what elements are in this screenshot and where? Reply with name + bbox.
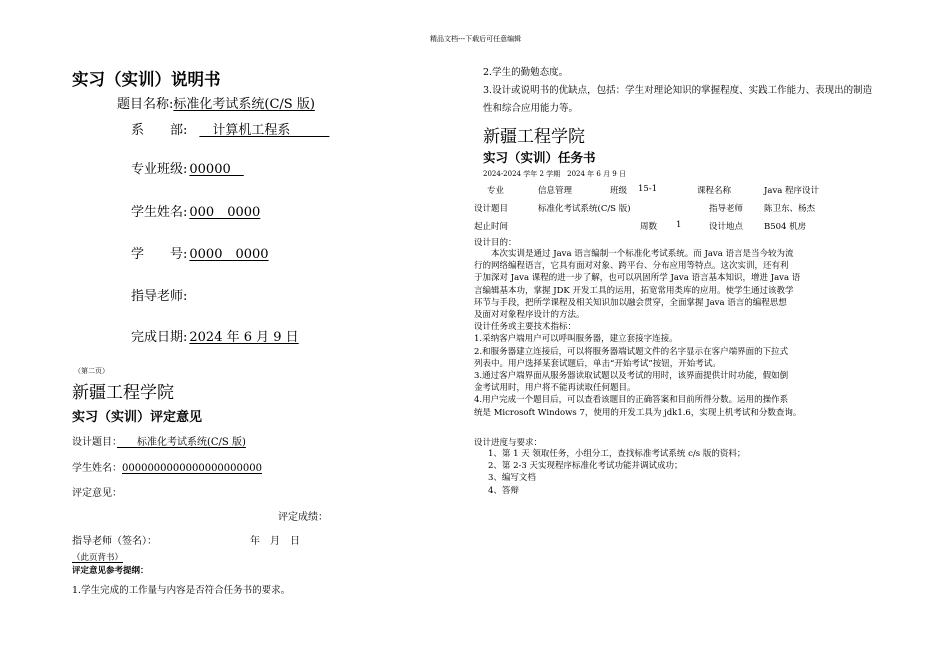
task-spec-line: 列表中。用户选择某套试题后，单击“开始考试”按钮，开始考试。 — [474, 358, 721, 369]
eval-ref-item-4: 性和综合应用能力等。 — [483, 103, 579, 114]
task-class: 15-1 — [638, 184, 658, 194]
task-major-label: 专业 — [487, 186, 505, 196]
cover-field-teacher: 指导老师: — [131, 289, 188, 304]
eval-title: 实习（实训）评定意见 — [72, 410, 203, 425]
cover-title: 实习（实训）说明书 — [72, 70, 221, 89]
cover-field-date: 完成日期: 2024 年 6 月 9 日 — [131, 330, 299, 345]
eval-ref-title: 评定意见参考提纲： — [72, 566, 149, 576]
eval-score-label: 评定成绩： — [278, 512, 328, 523]
task-class-label: 班级 — [610, 186, 628, 196]
task-goal-line: 言编辑基本功，掌握 JDK 开发工具的运用，拓宽常用类库的应用。使学生通过该教学 — [474, 285, 794, 296]
task-spec-line: 3.通过客户端界面从服务器读取试题以及考试的用时，该界面提供计时功能，假如倒 — [474, 371, 789, 382]
task-progress-label: 设计进度与要求： — [474, 438, 543, 448]
eval-student: 学生姓名：0000000000000000000000 — [72, 463, 262, 474]
task-course-label: 课程名称 — [697, 186, 732, 196]
eval-ref-item-1: 1.学生完成的工作量与内容是否符合任务书的要求。 — [72, 585, 291, 596]
task-weeks: 1 — [676, 220, 682, 230]
task-progress-item: 3、编写文档 — [488, 473, 536, 484]
task-progress-item: 4、答辩 — [488, 485, 519, 496]
task-teacher-label: 指导老师 — [709, 204, 744, 214]
cover-field-dept: 系 部: 计算机工程系 — [131, 123, 330, 138]
eval-teacher-sign: 指导老师（签名）： — [72, 536, 157, 547]
cover-field-topic: 题目名称:标准化考试系统(C/S 版) — [117, 97, 315, 112]
task-spec-label: 设计任务或主要技术指标： — [474, 322, 577, 333]
eval-school: 新疆工程学院 — [72, 383, 174, 403]
task-teacher: 陈卫东、杨杰 — [764, 204, 816, 214]
task-spec-line: 4.用户完成一个题目后，可以查看该题目的正确答案和目前所得分数。运用的操作系 — [474, 395, 789, 406]
task-title: 实习（实训）任务书 — [483, 150, 596, 165]
task-goal-line: 环节与手段，把所学课程及相关知识加以融会贯穿，全面掌握 Java 语言的编程思想 — [474, 297, 787, 308]
cover-field-name: 学生姓名: 000 0000 — [131, 205, 261, 220]
task-major: 信息管理 — [538, 186, 573, 196]
task-spec-line: 2.和服务器建立连接后，可以将服务器端试题文件的名字显示在客户端界面的下拉式 — [474, 346, 789, 357]
task-spec-line: 1.采纳客户端用户可以呼叫服务器，建立套接字连接。 — [474, 334, 678, 345]
eval-opinion-label: 评定意见： — [72, 488, 122, 499]
task-term-line: 2024-2024 学年 2 学期 2024 年 6 月 9 日 — [483, 170, 626, 178]
task-place: B504 机房 — [764, 222, 807, 232]
task-goal-label: 设计目的： — [474, 238, 517, 248]
eval-ref-item-2: 2.学生的勤勉态度。 — [483, 67, 569, 78]
task-spec-line: 金考试用时，用户将不能再读取任何题目。 — [474, 383, 636, 394]
cover-field-class: 专业班级: 00000 — [131, 162, 244, 177]
cover-field-id: 学 号: 0000 0000 — [131, 247, 269, 262]
eval-ref-item-3: 3.设计或说明书的优缺点，包括：学生对理论知识的掌握程度、实践工作能力、表现出的制造 — [483, 85, 873, 96]
task-progress-item: 1、第 1 天 领取任务，小组分工，查找标准考试系统 c/s 版的资料； — [488, 449, 746, 459]
task-school: 新疆工程学院 — [483, 127, 585, 147]
task-course: Java 程序设计 — [764, 186, 820, 196]
header-note: 精品文档---下载后可任意编辑 — [430, 35, 522, 43]
eval-topic: 设计题目： 标准化考试系统(C/S 版) — [72, 437, 246, 448]
eval-back-note: （此页背书） — [72, 553, 124, 563]
eval-date-blank: 年 月 日 — [250, 536, 300, 547]
task-goal-line: 于加深对 Java 课程的进一步了解，也可以巩固所学 Java 语言基本知识，增进 Java 语 — [474, 273, 801, 284]
task-topic: 标准化考试系统(C/S 版) — [538, 204, 631, 214]
task-goal-line: 及面对对象程序设计的方法。 — [474, 310, 585, 321]
task-topic-label: 设计题目 — [474, 204, 509, 214]
task-progress-list — [488, 448, 848, 497]
task-spec-line: 统是 Microsoft Windows 7，使用的开发工具为 jdk1.6，实现上机考试和分数查询。 — [474, 407, 802, 418]
task-progress-item: 2、第 2-3 天实现程序标准化考试功能并调试成功； — [488, 461, 683, 472]
task-weeks-label: 周数 — [640, 222, 658, 232]
task-goal-line: 本次实训是通过 Java 语言编制一个标准化考试系统。而 Java 语言是当今较为流 — [474, 249, 794, 259]
task-time-label: 起止时间 — [474, 222, 509, 232]
task-place-label: 设计地点 — [709, 222, 744, 232]
task-goal-body — [474, 248, 854, 419]
eval-page-note: （第二页） — [74, 367, 109, 375]
task-goal-line: 行的网络编程语言，它具有面对对象、跨平台、分布应用等特点。这次实训，还有利 — [474, 261, 789, 272]
